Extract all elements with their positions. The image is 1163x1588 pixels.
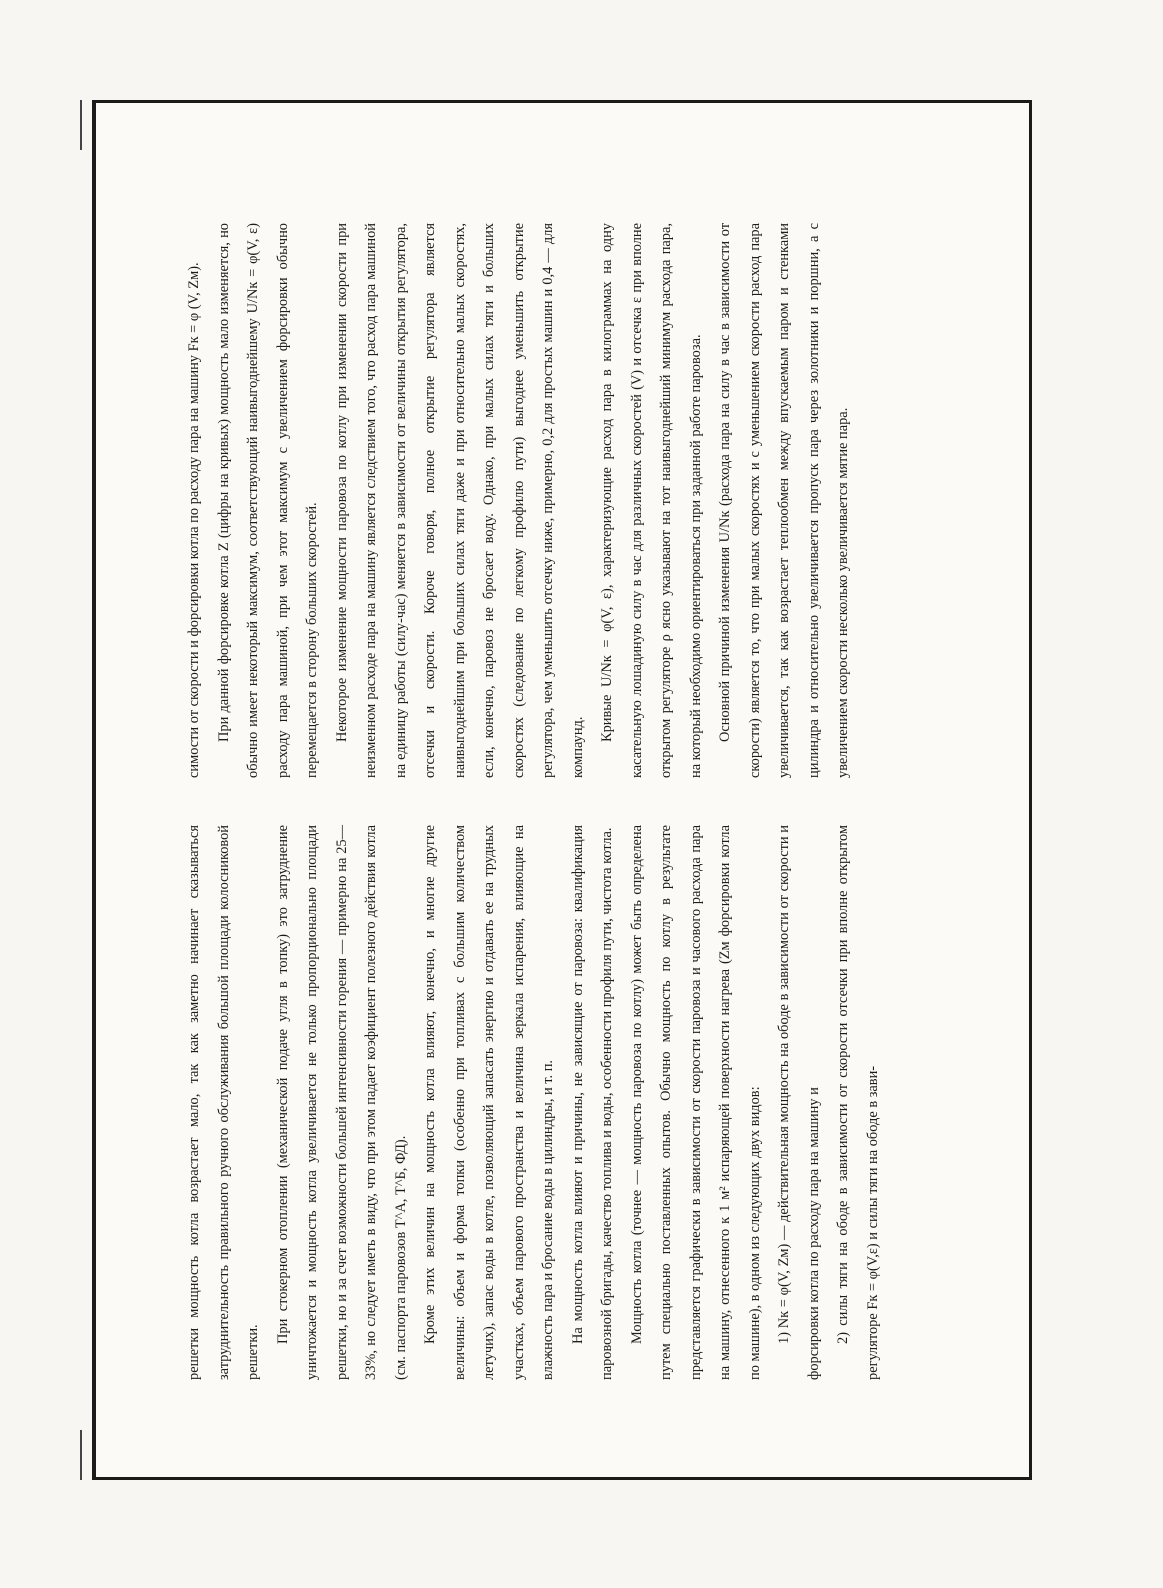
left-margin-mark xyxy=(80,100,82,150)
left-margin-mark-bottom xyxy=(80,1430,82,1480)
paragraph: Основной причиной изменения U/Nк (расхода пара на силу в час в зависимости от скорости) является то, что при малых скоростях и с уменьшением скорости расход пара увеличивается, так как возрастает теплообмен между впускаемым паром и стенками цилиндра и относительно увеличивается пропуск пара через золотники и поршни, а с увеличением скорости несколько увеличивается мятие пара. xyxy=(717,223,851,778)
paragraph: Некоторое изменение мощности паровоза по котлу при изменении скорости при неизменном расходе пара на машину является следствием того, что расход пара машиной на единицу работы (силу-час) меняется в зависимости от величины открытия регулятора, отсечки и скорости. Короче говоря, полное открытие регулятора является наивыгоднейшим при больших силах тяги даже и при относительно малых скоростях, если, конечно, паровоз не бросает воду. Однако, при малых силах тяги и больших скоростях (следование по легкому профилю пути) выгоднее уменьшить открытие регулятора, чем уменьшить отсечку ниже, примерно, 0,2 для простых машин и 0,4 — для компаунд. xyxy=(333,223,586,778)
paragraph: На мощность котла влияют и причины, не зависящие от паровоза: квалификация паровозной бригады, качество топлива и воды, особенности профиля пути, чистота котла. xyxy=(569,825,615,1380)
paragraph: Кроме этих величин на мощность котла влияют, конечно, и многие другие величины: объем и форма топки (особенно при топливах с большим количеством летучих), запас воды в котле, позволяющий запасать энергию и отдавать ее на трудных участках, объем парового пространства и величина зеркала испарения, влияющие на влажность пара и бросание воды в цилиндры, и т. п. xyxy=(422,825,556,1380)
text-column-left xyxy=(180,825,881,1380)
paragraph: Мощность котла (точнее — мощность паровоза по котлу) может быть определена путем специально поставленных опытов. Обычно мощность по котлу в результате представляется графически в зависимости от скорости паровоза и часового расхода пара на машину, отнесенного к 1 м² испаряющей поверхности нагрева (Zм форсировки котла по машине), в одном из следующих двух видов: xyxy=(628,825,763,1380)
paragraph: 2) силы тяги на ободе в зависимости от скорости отсечки при вполне открытом регуляторе Fк = φ(V,ε) и силы тяги на ободе в зави- xyxy=(835,825,881,1380)
text-column-right xyxy=(180,223,851,778)
paragraph: симости от скорости и форсировки котла по расходу пара на машину Fк = φ (V, Zм). xyxy=(186,262,202,778)
paragraph: При стокерном отоплении (механической подаче угля в топку) это затруднение уничтожается и мощность котла увеличивается не только пропорционально площади решетки, но и за счет возможности большей интенсивности горения — примерно на 25—33%, но следует иметь в виду, что при этом падает коэфициент полезного действия котла (см. паспорта паровозов Т^А, Т^Б, ФД). xyxy=(274,825,409,1380)
paragraph: При данной форсировке котла Z (цифры на кривых) мощность мало изменяется, но обычно имеет некоторый максимум, соответствующий наивыгоднейшему U/Nк = φ(V, ε) расходу пара машиной, при чем этот максимум с увеличением форсировки обычно перемещается в сторону больших скоростей. xyxy=(215,223,320,778)
rotated-page-content xyxy=(180,210,881,1380)
paragraph: решетки мощность котла возрастает мало, так как заметно начинает сказываться затруднительность правильного ручного обслуживания большой площади колосниковой решетки. xyxy=(186,825,261,1380)
paragraph: 1) Nк = φ(V, Zм) — действительная мощность на ободе в зависимости от скорости и форсировки котла по расходу пара на машину и xyxy=(776,825,822,1380)
paragraph: Кривые U/Nк = φ(V, ε), характеризующие расход пара в килограммах на одну касательную лошадиную силу в час для различных скоростей (V) и отсечка ε при вполне открытом регуляторе ρ ясно указывают на тот наивыгоднейший минимум расхода пара, на который необходимо ориентироваться при заданной работе паровоза. xyxy=(599,223,704,778)
